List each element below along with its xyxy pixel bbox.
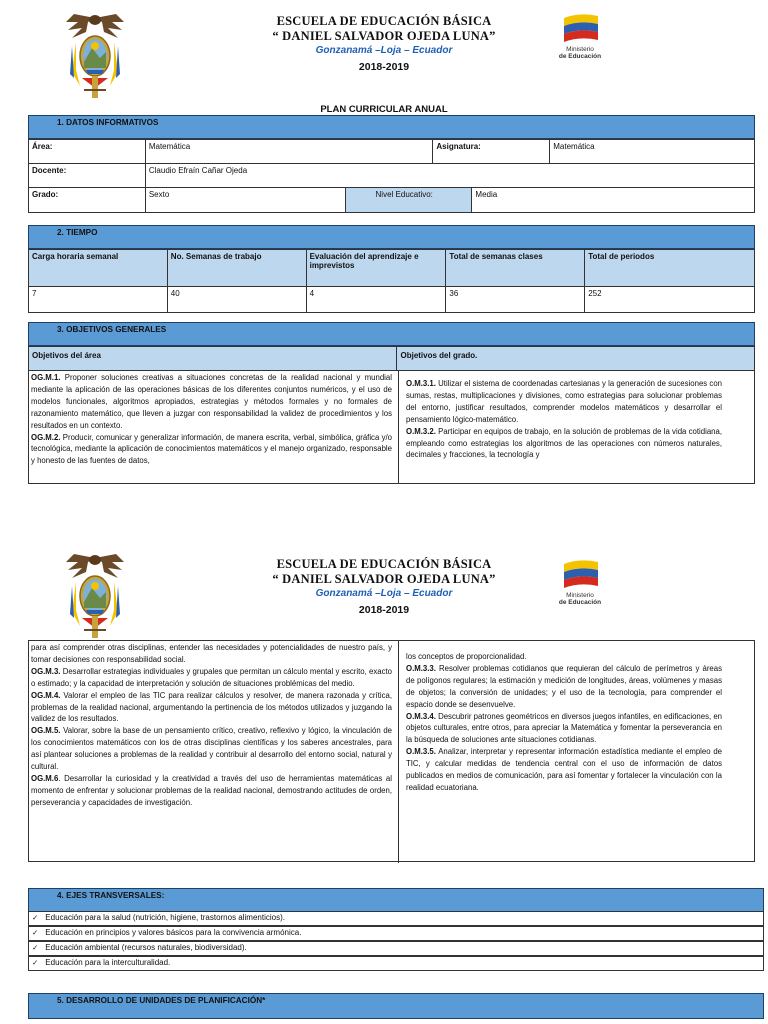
tiempo-header-evaluacion: Evaluación del aprendizaje e imprevistos bbox=[306, 250, 446, 287]
tiempo-value-semanas: 40 bbox=[167, 287, 306, 313]
om-31-text: Utilizar el sistema de coordenadas cartesianas y la generación de sucesiones con sumas, restas, multiplicaciones y divisiones, como estrategias para solucionar problemas del entorno, justificar resultados, comprender modelos matemáticos y desarrollar el pensamiento lógico-matemático. bbox=[406, 379, 722, 424]
section-desarrollo-unidades: 5. DESARROLLO DE UNIDADES DE PLANIFICACIÓN* bbox=[28, 993, 764, 1019]
og-m4-text: Valorar el empleo de las TIC para realizar cálculos y resolver, de manera razonada y crítica, problemas de la realidad nacional, argumentando la pertinencia de los métodos utilizados y juzgando la validez de los resultados. bbox=[31, 690, 392, 724]
tiempo-value-total-periodos: 252 bbox=[585, 287, 755, 313]
check-icon: ✓ bbox=[32, 913, 39, 922]
docente-value: Claudio Efraín Cañar Ojeda bbox=[145, 164, 754, 188]
school-header bbox=[0, 0, 768, 80]
eje-item-ambiental bbox=[28, 941, 764, 956]
plan-title: PLAN CURRICULAR ANUAL bbox=[320, 104, 448, 115]
objetivos-grado-column-cont bbox=[406, 651, 722, 859]
om-35-code: O.M.3.5. bbox=[406, 747, 436, 757]
section-objetivos-generales: 3. OBJETIVOS GENERALES bbox=[28, 322, 755, 346]
grado-label: Grado: bbox=[29, 188, 146, 213]
tiempo-header-carga: Carga horaria semanal bbox=[29, 250, 168, 287]
om-34-code: O.M.3.4. bbox=[406, 711, 436, 721]
school-location: Gonzanamá –Loja – Ecuador bbox=[315, 45, 453, 56]
objetivos-header-row bbox=[28, 346, 755, 371]
objetivos-grado-column bbox=[406, 378, 722, 482]
school-header-page2 bbox=[0, 540, 768, 620]
ministry-flag-icon-page2 bbox=[550, 558, 610, 590]
om-35-text: Analizar, interpretar y representar información estadística mediante el empleo de TIC, y calcular medidas de tendencia central con el uso de información de datos publicados en medios de comunicación, para así fomentar y fortalecer la vinculación con la realidad ecuatoriana. bbox=[406, 747, 722, 792]
og-m6-code: OG.M.6 bbox=[31, 773, 59, 783]
tiempo-header-total-semanas: Total de semanas clases bbox=[446, 250, 585, 287]
objetivos-area-column bbox=[31, 372, 392, 482]
eje-item-text: Educación para la interculturalidad. bbox=[45, 958, 171, 967]
og-m3-text: Desarrollar estrategias individuales y grupales que permitan un cálculo mental y escrito, exacto o estimado; y la capacidad de interpretación y solución de situaciones problémicas del medio. bbox=[31, 666, 392, 688]
og-m2-continuation: para así comprender otras disciplinas, entender las necesidades y potencialidades de nuestro país, y tomar decisiones con responsabilidad social. bbox=[31, 643, 392, 664]
og-m2-code: OG.M.2. bbox=[31, 432, 61, 442]
ministry-name-line2: de Educación bbox=[558, 53, 602, 60]
area-value: Matemática bbox=[145, 140, 433, 164]
og-m4-code: OG.M.4. bbox=[31, 690, 61, 700]
ministry-of-education-logo bbox=[550, 12, 610, 72]
eje-item-text: Educación en principios y valores básicos para la convivencia armónica. bbox=[45, 928, 302, 937]
tiempo-value-total-semanas: 36 bbox=[446, 287, 585, 313]
om-32-code: O.M.3.2. bbox=[406, 426, 436, 436]
area-label: Área: bbox=[29, 140, 146, 164]
ministry-name-line1: Ministerio bbox=[566, 46, 594, 53]
asignatura-value: Matemática bbox=[550, 140, 755, 164]
section-ejes-transversales: 4. EJES TRANSVERSALES: bbox=[28, 888, 764, 912]
nivel-educativo-value: Media bbox=[472, 188, 755, 213]
om-32-text: Participar en equipos de trabajo, en la solución de problemas de la vida cotidiana, empleando como estrategias los algoritmos de las operaciones con números naturales, decimales y fracciones, la tecnología y bbox=[406, 426, 722, 460]
datos-table-docente bbox=[28, 163, 755, 188]
om-33-text: Resolver problemas cotidianos que requieran del cálculo de perímetros y áreas de polígonos regulares; la estimación y medición de longitudes, áreas, volúmenes y masas de objetos; la conversión de unidades; y el uso de la tecnología, para comprender el espacio donde se desenvuelve. bbox=[406, 663, 722, 709]
section-datos-informativos: 1. DATOS INFORMATIVOS bbox=[28, 115, 755, 139]
grado-value: Sexto bbox=[145, 188, 345, 213]
og-m5-code: OG.M.5. bbox=[31, 726, 61, 736]
og-m6-text: . Desarrollar la curiosidad y la creatividad a través del uso de herramientas matemáticas al momento de enfrentar y solucionar problemas de la realidad nacional, demostrando actitudes de orden, perseverancia y capacidades de investigación. bbox=[31, 773, 392, 807]
nivel-educativo-label: Nivel Educativo: bbox=[345, 188, 472, 213]
og-m5-text: Valorar, sobre la base de un pensamiento crítico, creativo, reflexivo y lógico, la vinculación de los conocimientos matemáticos con los de otras disciplinas científicas y los saberes ancestrales, para así plantear soluciones a problemas de la realidad y contribuir al desarrollo del entorno social, natural y cultural. bbox=[31, 726, 392, 772]
ministry-name-line2-page2: de Educación bbox=[558, 599, 602, 606]
om-34-text: Descubrir patrones geométricos en diversos juegos infantiles, en edificaciones, en objetos culturales, entre otros, para apreciar la Matemática y fomentar la perseverancia en la búsqueda de soluciones ante situaciones cotidianas. bbox=[406, 711, 722, 745]
eje-item-text: Educación para la salud (nutrición, higiene, trastornos alimenticios). bbox=[45, 913, 285, 922]
tiempo-table bbox=[28, 249, 755, 313]
tiempo-header-total-periodos: Total de periodos bbox=[585, 250, 755, 287]
check-icon: ✓ bbox=[32, 958, 39, 967]
tiempo-value-evaluacion: 4 bbox=[306, 287, 446, 313]
eje-item-interculturalidad bbox=[28, 956, 764, 971]
og-m1-code: OG.M.1. bbox=[31, 373, 61, 382]
om-31-code: O.M.3.1. bbox=[406, 379, 436, 388]
eje-item-valores bbox=[28, 926, 764, 941]
ministry-of-education-logo-page2 bbox=[550, 558, 610, 618]
school-name-line1: ESCUELA DE EDUCACIÓN BÁSICA bbox=[276, 14, 492, 28]
eje-item-text: Educación ambiental (recursos naturales, biodiversidad). bbox=[45, 943, 247, 952]
check-icon: ✓ bbox=[32, 943, 39, 952]
tiempo-header-semanas: No. Semanas de trabajo bbox=[167, 250, 306, 287]
datos-table-grado bbox=[28, 187, 755, 213]
section-tiempo: 2. TIEMPO bbox=[28, 225, 755, 249]
asignatura-label: Asignatura: bbox=[433, 140, 550, 164]
school-year: 2018-2019 bbox=[358, 61, 410, 73]
school-location-page2: Gonzanamá –Loja – Ecuador bbox=[315, 588, 453, 599]
school-name-line1-page2: ESCUELA DE EDUCACIÓN BÁSICA bbox=[276, 557, 492, 571]
school-year-page2: 2018-2019 bbox=[358, 604, 410, 616]
datos-table bbox=[28, 139, 755, 164]
om-32-continuation: los conceptos de proporcionalidad. bbox=[406, 652, 527, 661]
school-name-line2-page2: “ DANIEL SALVADOR OJEDA LUNA” bbox=[272, 572, 496, 586]
eje-item-salud bbox=[28, 911, 764, 926]
ministry-name-line1-page2: Ministerio bbox=[566, 592, 594, 599]
docente-label: Docente: bbox=[29, 164, 146, 188]
og-m1-text: Proponer soluciones creativas a situaciones concretas de la realidad nacional y mundial mediante la aplicación de las operaciones básicas de los diferentes conjuntos numéricos, y el uso de modelos funcionales, algoritmos apropiados, estrategias y métodos formales y no formales de razonamiento matemático, que lleven a juzgar con responsabilidad la validez de procedimientos y los resultados en un contexto. bbox=[31, 373, 392, 430]
objetivos-area-column-cont bbox=[31, 642, 392, 858]
og-m2-text: Producir, comunicar y generalizar información, de manera escrita, verbal, simbólica, gráfica y/o tecnológica, mediante la aplicación de conocimientos matemáticos y el manejo organizado, responsable y honesto de las fuentes de datos, bbox=[31, 432, 392, 466]
objetivos-area-header: Objetivos del área bbox=[29, 347, 397, 371]
school-name-line2: “ DANIEL SALVADOR OJEDA LUNA” bbox=[272, 29, 496, 43]
ministry-flag-icon bbox=[550, 12, 610, 44]
om-33-code: O.M.3.3. bbox=[406, 663, 436, 673]
objetivos-grado-header: Objetivos del grado. bbox=[397, 347, 755, 371]
tiempo-value-carga: 7 bbox=[29, 287, 168, 313]
check-icon: ✓ bbox=[32, 928, 39, 937]
og-m3-code: OG.M.3. bbox=[31, 666, 61, 676]
